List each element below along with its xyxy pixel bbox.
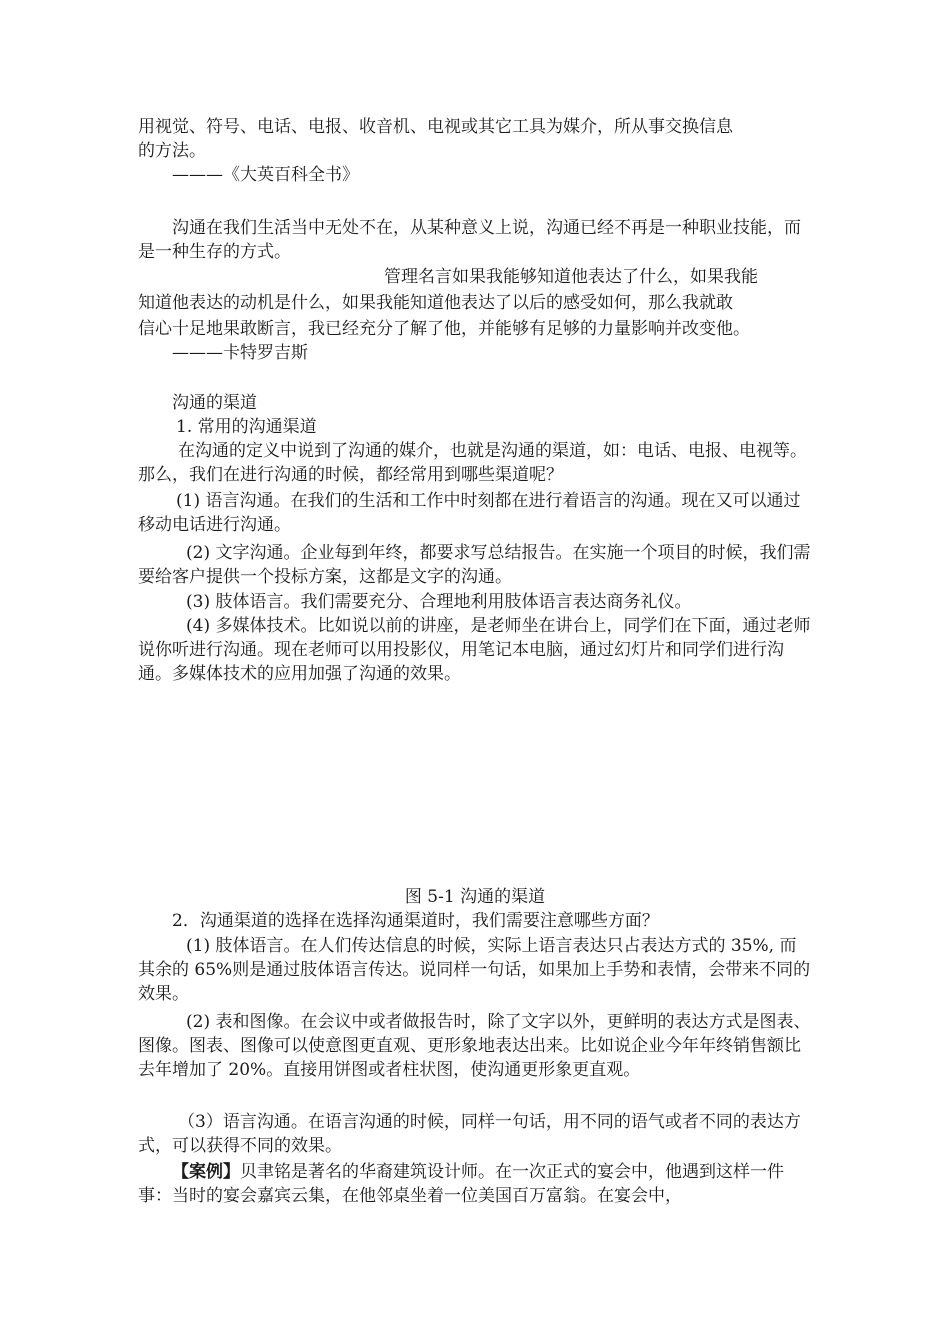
paragraph-channel-2: (2) 文字沟通。企业每到年终，都要求写总结报告。在实施一个项目的时候，我们需要给客户提供一个投标方案，这都是文字的沟通。 xyxy=(138,543,811,587)
case-label: 【案例】 xyxy=(172,1162,240,1182)
paragraph-channel-definition: 在沟通的定义中说到了沟通的媒介，也就是沟通的渠道，如：电话、电报、电视等。那么，我们在进行沟通的时候，都经常用到哪些渠道呢？ xyxy=(138,441,807,485)
paragraph-selection-3: （3）语言沟通。在语言沟通的时候，同样一句话，用不同的语气或者不同的表达方式，可以获得不同的效果。 xyxy=(138,1112,801,1156)
section-heading-channels: 沟通的渠道 xyxy=(172,393,257,413)
source-attribution-2: ———卡特罗吉斯 xyxy=(172,343,308,363)
figure-placeholder xyxy=(138,700,812,870)
paragraph-channel-4: (4) 多媒体技术。比如说以前的讲座，是老师坐在讲台上，同学们在下面，通过老师说你听进行沟通。现在老师可以用投影仪，用笔记本电脑，通过幻灯片和同学们进行沟通。多媒体技术的应用加强了沟通的效果。 xyxy=(138,616,811,684)
intro-line-1: 用视觉、符号、电话、电报、收音机、电视或其它工具为媒介，所从事交换信息 xyxy=(138,117,733,137)
paragraph-channel-1: (1) 语言沟通。在我们的生活和工作中时刻都在进行着语言的沟通。现在又可以通过移动电话进行沟通。 xyxy=(138,491,801,535)
quote-lead: 管理名言如果我能够知道他表达了什么，如果我能 xyxy=(384,267,758,287)
paragraph-survival: 沟通在我们生活当中无处不在，从某种意义上说，沟通已经不再是一种职业技能，而是一种生存的方式。 xyxy=(138,218,801,262)
quote-line-3: 信心十足地果敢断言，我已经充分了解了他，并能够有足够的力量影响并改变他。 xyxy=(138,319,750,339)
paragraph-selection-1: (1) 肢体语言。在人们传达信息的时候，实际上语言表达只占表达方式的 35%, 而其余的 65%则是通过肢体语言传达。说同样一句话，如果加上手势和表情，会带来不同的效果。 xyxy=(138,936,811,1004)
figure-caption: 图 5-1 沟通的渠道 xyxy=(404,887,546,907)
quote-line-2: 知道他表达的动机是什么，如果我能知道他表达了以后的感受如何，那么我就敢 xyxy=(138,293,733,313)
intro-line-2: 的方法。 xyxy=(138,141,206,161)
subheading-channel-selection: 2．沟通渠道的选择在选择沟通渠道时，我们需要注意哪些方面？ xyxy=(172,911,659,931)
paragraph-channel-3: (3) 肢体语言。我们需要充分、合理地利用肢体语言表达商务礼仪。 xyxy=(186,592,692,612)
source-attribution-1: ———《大英百科全书》 xyxy=(172,165,359,185)
case-text: 贝聿铭是著名的华裔建筑设计师。在一次正式的宴会中，他遇到这样一件事：当时的宴会嘉宾云集，在他邻桌坐着一位美国百万富翁。在宴会中， xyxy=(138,1162,784,1206)
paragraph-selection-2: (2) 表和图像。在会议中或者做报告时，除了文字以外，更鲜明的表达方式是图表、图像。图表、图像可以使意图更直观、更形象地表达出来。比如说企业今年年终销售额比去年增加了 20%。直接用饼图或者柱状图，使沟通更形象更直观。 xyxy=(138,1012,811,1080)
paragraph-case xyxy=(138,1160,812,1208)
subheading-common-channels: 1. 常用的沟通渠道 xyxy=(176,417,317,437)
